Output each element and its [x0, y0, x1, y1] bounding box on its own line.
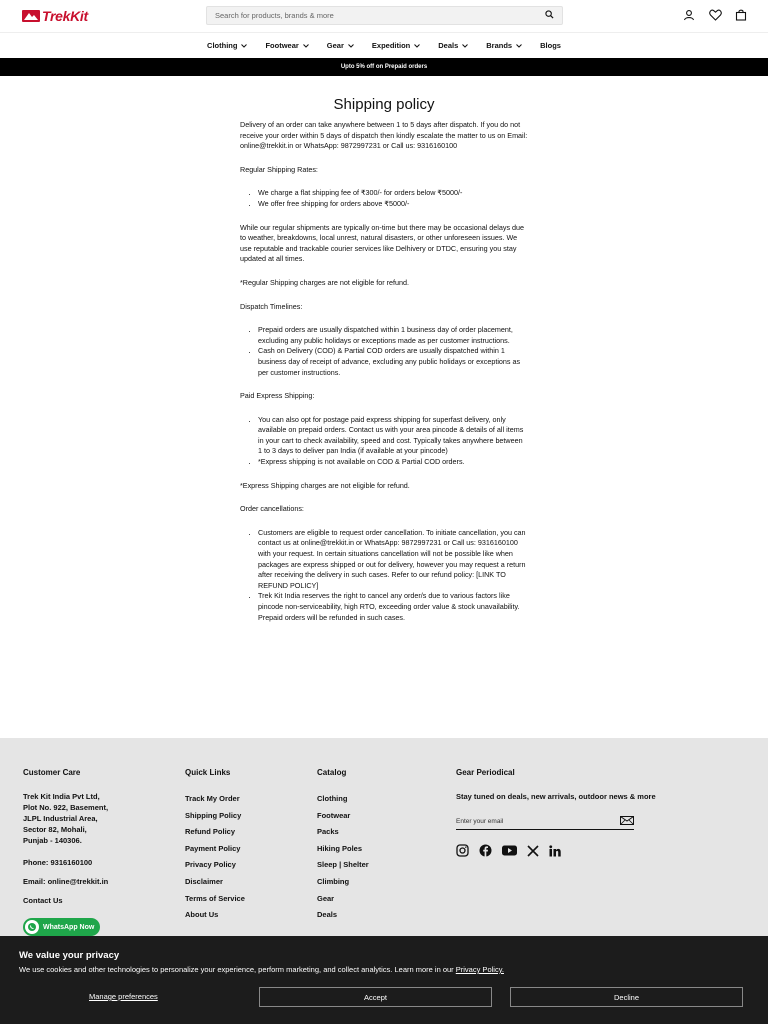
- page-title: Shipping policy: [333, 96, 435, 113]
- footer-phone[interactable]: Phone: 9316160100: [23, 858, 93, 867]
- mountain-logo-icon: [22, 10, 40, 22]
- nav-blogs[interactable]: [540, 41, 561, 50]
- footer-link[interactable]: Privacy Policy: [185, 860, 236, 870]
- wishlist-heart-icon[interactable]: [708, 8, 722, 22]
- nav-footwear[interactable]: [265, 41, 308, 50]
- footer-heading: Catalog: [317, 768, 347, 777]
- nav-brands[interactable]: [486, 41, 522, 50]
- footer-link[interactable]: Shipping Policy: [185, 810, 242, 820]
- list-item: • We charge a flat shipping fee of ₹300/- for orders below ₹5000/-: [258, 188, 528, 199]
- cookie-banner: [0, 936, 768, 1024]
- footer-link[interactable]: Gear: [317, 893, 335, 903]
- newsletter-form: [456, 816, 634, 830]
- brand-name: TrekKit: [42, 8, 88, 24]
- footer-link[interactable]: Payment Policy: [185, 843, 241, 853]
- social-links: [456, 844, 656, 859]
- footer-link[interactable]: Climbing: [317, 876, 350, 886]
- search-icon[interactable]: [545, 10, 554, 21]
- footer-link[interactable]: Sleep | Shelter: [317, 860, 369, 870]
- list-item: • Trek Kit India reserves the right to cancel any order/s due to various factors like pincode non-serviceability, high RTO, exceeding order value & stock unavailability. Prepaid orders will be refunded in such cases.: [258, 591, 528, 623]
- nav-label: Blogs: [540, 41, 561, 50]
- footer-heading: Gear Periodical: [456, 768, 515, 777]
- footer-link[interactable]: Deals: [317, 910, 338, 920]
- list-item: • *Express shipping is not available on COD & Partial COD orders.: [258, 457, 528, 468]
- site-header: [0, 0, 768, 32]
- footer-link[interactable]: Hiking Poles: [317, 843, 363, 853]
- express-heading: Paid Express Shipping:: [240, 391, 315, 401]
- nav-clothing[interactable]: [207, 41, 247, 50]
- search-bar: [206, 6, 563, 25]
- chevron-down-icon: [303, 44, 309, 48]
- instagram-icon[interactable]: [456, 844, 469, 859]
- cancel-heading: Order cancellations:: [240, 504, 304, 514]
- footer-heading: Customer Care: [23, 768, 81, 777]
- x-icon[interactable]: [527, 845, 539, 859]
- youtube-icon[interactable]: [502, 845, 517, 858]
- nav-label: Gear: [326, 41, 344, 50]
- footer-link[interactable]: Track My Order: [185, 794, 240, 803]
- list-item: • You can also opt for postage paid express shipping for superfast delivery, only available on prepaid orders. Contact us with your area pincode & details of all items in your cart to check availability, speed and cost. Typically takes anywhere between 1 to 3 days to deliver pan India (if available at your pincode): [258, 415, 528, 457]
- newsletter-text: Stay tuned on deals, new arrivals, outdoor news & more: [456, 792, 656, 801]
- nav-expedition[interactable]: [372, 41, 420, 50]
- whatsapp-label: WhatsApp Now: [43, 923, 95, 931]
- footer-link[interactable]: Refund Policy: [185, 827, 236, 837]
- footer-link[interactable]: Clothing: [317, 794, 348, 803]
- list-item: • We offer free shipping for orders above ₹5000/-: [258, 199, 528, 210]
- nav-label: Clothing: [207, 41, 238, 50]
- search-input[interactable]: [215, 11, 545, 20]
- footer-quick-links: [185, 768, 245, 924]
- footer-customer-care: [23, 768, 108, 936]
- chevron-down-icon: [462, 44, 468, 48]
- footer-periodical: [456, 768, 656, 859]
- chevron-down-icon: [241, 44, 247, 48]
- cookie-text-body: We use cookies and other technologies to personalize your experience, perform marketing, and collect analytics. Learn more in our: [19, 965, 456, 974]
- cookie-text: [19, 965, 749, 974]
- whatsapp-icon: [25, 920, 39, 934]
- chevron-down-icon: [414, 44, 420, 48]
- chevron-down-icon: [348, 44, 354, 48]
- footer-heading: Quick Links: [185, 768, 231, 777]
- footer-contact-link[interactable]: Contact Us: [23, 896, 63, 905]
- nav-deals[interactable]: [438, 41, 468, 50]
- address-line: Trek Kit India Pvt Ltd,: [23, 792, 100, 801]
- dispatch-list: [258, 325, 528, 378]
- cookie-actions: [0, 987, 768, 1007]
- nav-label: Footwear: [265, 41, 299, 50]
- chevron-down-icon: [516, 44, 522, 48]
- newsletter-email-input[interactable]: [456, 818, 606, 825]
- regular-refund-note: *Regular Shipping charges are not eligible for refund.: [240, 277, 410, 287]
- promo-banner: Upto 5% off on Prepaid orders: [0, 58, 768, 76]
- footer-link[interactable]: Footwear: [317, 810, 351, 820]
- account-icon[interactable]: [682, 8, 696, 22]
- decline-button[interactable]: Decline: [510, 987, 743, 1007]
- cart-bag-icon[interactable]: [734, 8, 748, 22]
- footer-catalog: [317, 768, 369, 924]
- privacy-policy-link[interactable]: Privacy Policy.: [455, 965, 504, 974]
- accept-button[interactable]: Accept: [259, 987, 492, 1007]
- express-refund-note: *Express Shipping charges are not eligible for refund.: [240, 480, 410, 490]
- address-line: JLPL Industrial Area,: [23, 814, 98, 823]
- list-item: • Customers are eligible to request order cancellation. To initiate cancellation, you can contact us at online@trekkit.in or WhatsApp: 9872997231 or Call us: 9316160100 with your request. In certain situations cancellation will not be possible like when packages are express shipped or out for delivery, however you may request a return after receiving the delivery in such cases. Refer to our refund policy: [LINK TO REFUND POLICY]: [258, 528, 528, 592]
- nav-label: Brands: [486, 41, 513, 50]
- footer-link[interactable]: Terms of Service: [185, 893, 245, 903]
- cookie-title: We value your privacy: [19, 950, 120, 961]
- mail-send-icon[interactable]: [620, 816, 634, 827]
- whatsapp-button[interactable]: [23, 918, 100, 936]
- intro-paragraph: Delivery of an order can take anywhere between 1 to 5 days after dispatch. If you do not receive your order within 5 days of dispatch then kindly escalate the matter to us on Email: online@trekkit.in or WhatsApp: 9872997231 or Call us: 9316160100: [240, 120, 528, 151]
- delays-paragraph: While our regular shipments are typically on-time but there may be occasional delays due to weather, breakdowns, local unrest, natural disasters, or other unforeseen issues. We use reputable and trackable courier services like Delhivery or DTDC, ensuring you stay updated at all times.: [240, 222, 525, 264]
- nav-label: Deals: [438, 41, 459, 50]
- footer-email[interactable]: Email: online@trekkit.in: [23, 877, 109, 886]
- facebook-icon[interactable]: [479, 844, 492, 859]
- address-line: Punjab - 140306.: [23, 836, 82, 845]
- linkedin-icon[interactable]: [549, 845, 561, 859]
- express-list: [258, 415, 528, 468]
- footer-link[interactable]: Disclaimer: [185, 876, 223, 886]
- list-item: • Prepaid orders are usually dispatched within 1 business day of order placement, excluding any public holidays or exceptions made as per customer instructions.: [258, 325, 528, 346]
- policy-content: [240, 76, 528, 623]
- regular-heading: Regular Shipping Rates:: [240, 164, 318, 174]
- dispatch-heading: Dispatch Timelines:: [240, 301, 303, 311]
- cancel-list: [258, 528, 528, 623]
- list-item: • Cash on Delivery (COD) & Partial COD orders are usually dispatched within 1 business day of receipt of advance, excluding any public holidays or exceptions as per customer instructions.: [258, 346, 528, 378]
- header-icons: [682, 8, 748, 22]
- manage-preferences-link[interactable]: Manage preferences: [89, 992, 158, 1001]
- address-line: Sector 82, Mohali,: [23, 825, 87, 834]
- nav-gear[interactable]: [327, 41, 354, 50]
- regular-list: [258, 188, 528, 209]
- brand-logo[interactable]: [22, 8, 88, 24]
- footer-link[interactable]: Packs: [317, 827, 339, 837]
- footer-link[interactable]: About Us: [185, 910, 219, 920]
- address-line: Plot No. 922, Basement,: [23, 803, 109, 812]
- main-nav: [0, 32, 768, 58]
- nav-label: Expedition: [371, 41, 411, 50]
